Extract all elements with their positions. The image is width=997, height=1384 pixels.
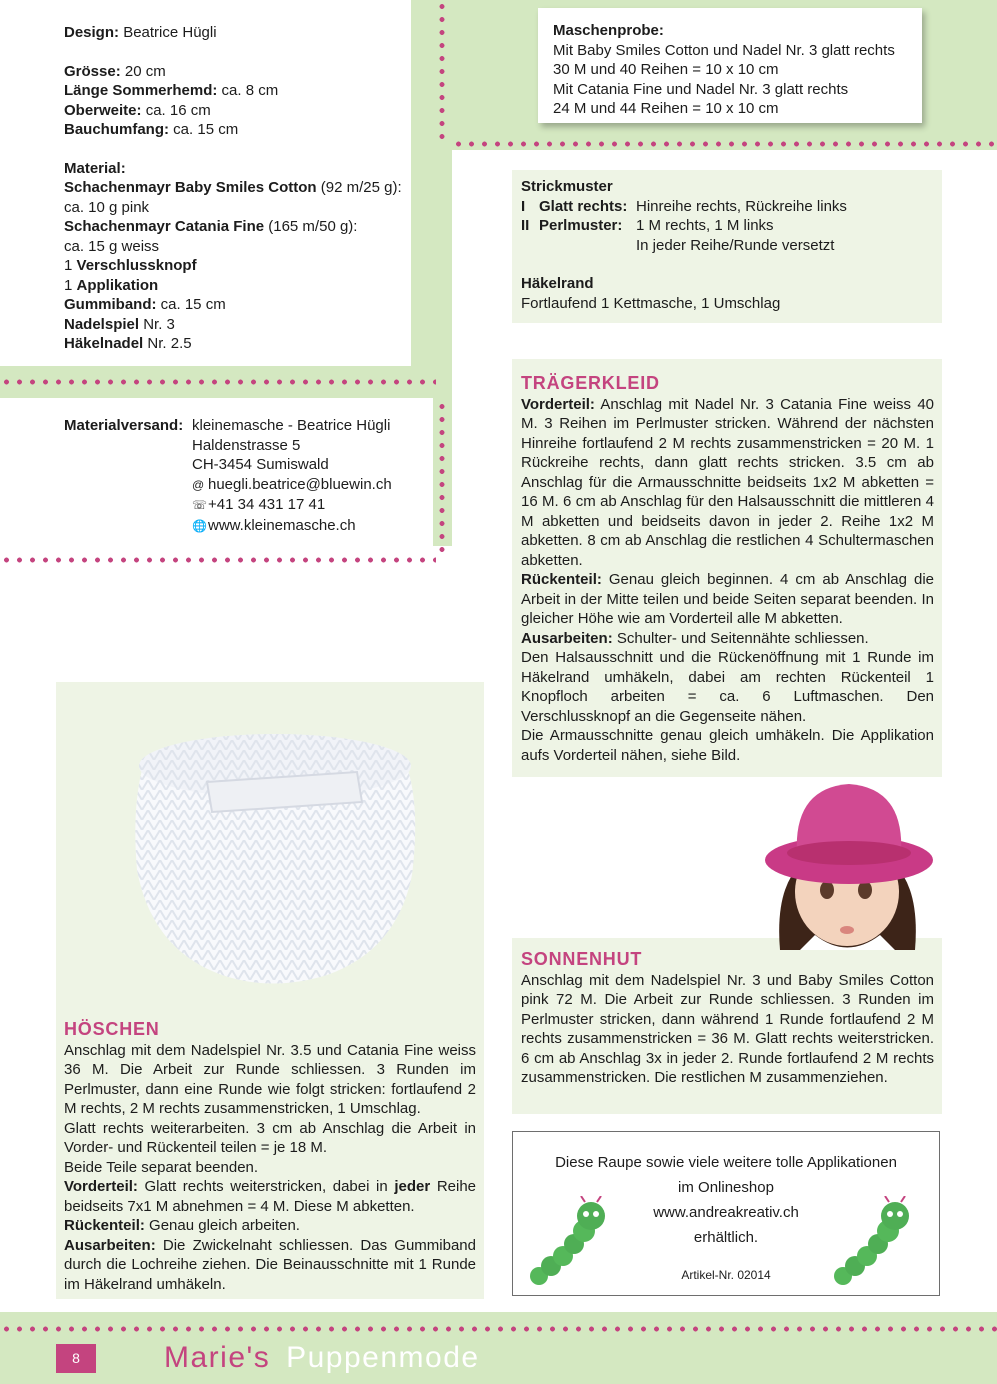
brand-title [164, 1340, 480, 1376]
promo-line: im Onlineshop [678, 1179, 774, 1196]
muster-block: Strickmuster I Glatt rechts: Hinreihe rechts, Rückreihe links II Perlmuster: 1 M rechts, 1 M links In jeder Reihe/Runde versetzt Häkelrand Fortlaufend 1 Kettmasche, 1 Umschlag [521, 178, 847, 312]
article-number: Artikel-Nr. 02014 [681, 1268, 771, 1282]
dotted-divider [438, 0, 446, 145]
page-number: 8 [72, 1350, 80, 1366]
hut-block: SONNENHUT Anschlag mit dem Nadelspiel Nr. 3 und Baby Smiles Cotton pink 72 M. Die Arbeit zur Runde schliessen. 3 Runden im Perlmuster stricken, dann während 1 Runde fortlaufend 2 M rechts zusammenstricken = 36 M. Glatt rechts weiterstricken. 6 cm ab Anschlag 3x in jeder 2. Runde fortlaufend 2 M rechts zusammenstricken. Die restlichen M zusammenziehen. [521, 949, 934, 1086]
traeger-heading: TRÄGERKLEID [521, 373, 660, 393]
caterpillar-icon [831, 1196, 921, 1286]
hoeschen-block: HÖSCHEN Anschlag mit dem Nadelspiel Nr. 3.5 und Catania Fine weiss 36 M. Die Arbeit zur Runde schliessen. 3 Runden im Perlmuster, dann eine Runde wie folgt stricken: fortlaufend 2 M rechts, 2 M rechts zusammenstricken, 1 Umschlag. Glatt rechts weiterarbeiten. 3 cm ab Anschlag die Arbeit in Vorder- und Rückenteil teilen = je 18 M. Beide Teile separat beenden. Vorderteil: Glatt rechts weiterstricken, dabei in jeder Reihe beidseits 7x1 M abnehmen = 4 M. Diese M abketten. Rückenteil: Genau gleich arbeiten. Ausarbeiten: Die Zwickelnaht schliessen. Das Gummiband durch die Lochreihe ziehen. Die Beinausschnitte mit 1 Runde im Häkelrand umhäkeln. [64, 1019, 477, 1293]
dotted-divider [0, 378, 436, 386]
dotted-divider [0, 1325, 997, 1333]
brand-word-1: Marie's [164, 1341, 271, 1374]
web-link[interactable]: www.kleinemasche.ch [208, 516, 356, 534]
brand-word-2: Puppenmode [286, 1341, 480, 1374]
dotted-divider [452, 140, 997, 148]
info-block: Design: Beatrice Hügli Grösse: 20 cm Länge Sommerhemd: ca. 8 cm Oberweite: ca. 16 cm Bauchumfang: ca. 15 cm Material: Schachenmayr Baby Smiles Cotton (92 m/25 g): ca. 10 g pink Schachenmayr Catania Fine (165 m/50 g): ca. 15 g weiss 1 Verschlussknopf 1 Applikation Gummiband: ca. 15 cm Nadelspiel Nr. 3 Häkelnadel Nr. 2.5 [64, 24, 402, 352]
dotted-divider [0, 556, 436, 564]
dotted-divider [438, 400, 446, 560]
promo-box [512, 1131, 940, 1296]
traeger-block: TRÄGERKLEID Vorderteil: Anschlag mit Nadel Nr. 3 Catania Fine weiss 40 M. 3 Reihen im Perlmuster stricken. Während der nächsten Hinreihe fortlaufend 2 M rechts zusammenstricken = 20 M. 1 Rückreihe rechts, dann glatt rechts stricken. 3.5 cm ab Anschlag für die Armausschnitte beidseits 1x2 M abketten = 16 M. 6 cm ab Anschlag für den Halsausschnitt die mittleren 4 M abketten und beidseits davon in jeder 2. Reihe 1x2 M abketten. 8 cm ab Anschlag die restlichen 4 Schultermaschen abketten. Rückenteil: Genau gleich beginnen. 4 cm ab Anschlag die Arbeit in der Mitte teilen und beide Seiten separat beenden. In gleicher Höhe wie am Vorderteil alle M abketten. Ausarbeiten: Schulter- und Seitennähte schliessen. Den Halsausschnitt und die Rückenöffnung mit 1 Runde im Häkelrand umhäkeln, dabei am rechten Rückenteil 1 Knopfloch arbeiten = ca. 6 Luftmaschen. Den Verschlussknopf an die Gegenseite nähen. Die Armausschnitte genau gleich umhäkeln. Die Applikation aufs Vorderteil nähen, siehe Bild. [521, 373, 934, 764]
phone-icon: ☏ [192, 498, 208, 512]
phone-number: +41 34 431 17 41 [208, 496, 326, 513]
promo-link[interactable]: www.andreakreativ.ch [653, 1204, 799, 1221]
page-number-badge [56, 1344, 96, 1373]
promo-line: erhältlich. [693, 1229, 759, 1246]
email-link[interactable]: huegli.beatrice@bluewin.ch [208, 475, 392, 493]
email-icon: @ [192, 477, 205, 492]
hut-heading: SONNENHUT [521, 949, 643, 969]
promo-line: Diese Raupe sowie viele weitere tolle Applikationen [555, 1154, 897, 1171]
doll-photo [745, 770, 945, 950]
hoeschen-photo [112, 700, 442, 1000]
caterpillar-icon [527, 1196, 617, 1286]
hoeschen-heading: HÖSCHEN [64, 1019, 160, 1039]
probe-block: Maschenprobe: Mit Baby Smiles Cotton und Nadel Nr. 3 glatt rechts 30 M und 40 Reihen = 10 x 10 cm Mit Catania Fine und Nadel Nr. 3 glatt rechts 24 M und 44 Reihen = 10 x 10 cm [553, 22, 895, 117]
versand-block: Materialversand: kleinemasche - Beatrice Hügli Haldenstrasse 5 CH-3454 Sumiswald @ huegli.beatrice@bluewin.ch ☏+41 34 431 17 41 🌐www.kleinemasche.ch [64, 416, 424, 536]
versand-label: Materialversand: [64, 417, 184, 434]
globe-icon: 🌐 [192, 518, 207, 533]
